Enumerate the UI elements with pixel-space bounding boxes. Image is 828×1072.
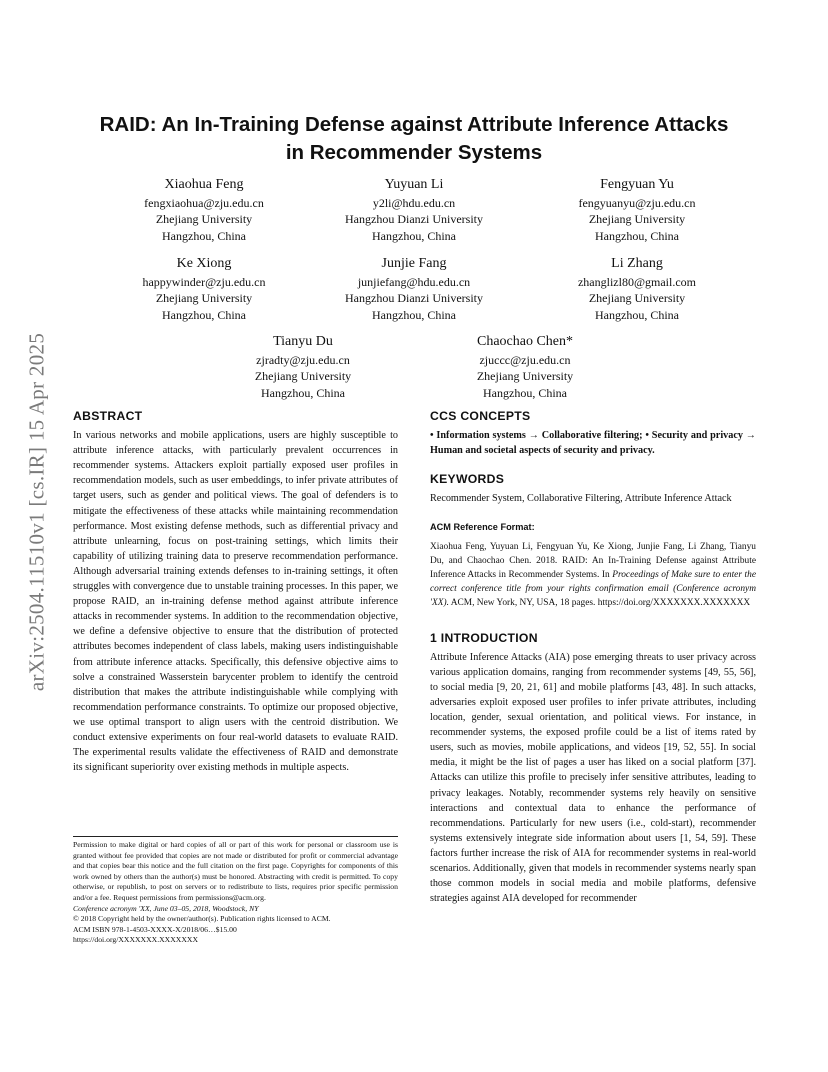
author-location: Hangzhou, China xyxy=(162,307,246,322)
author-email: zjuccc@zju.edu.cn xyxy=(479,353,571,367)
permission-footnote xyxy=(73,836,398,946)
author-email: junjiefang@hdu.edu.cn xyxy=(357,275,471,289)
isbn-line: ACM ISBN 978-1-4503-XXXX-X/2018/06…$15.00 xyxy=(73,924,237,934)
author-block xyxy=(89,255,319,323)
doi-line: https://doi.org/XXXXXXX.XXXXXXX xyxy=(73,935,198,945)
abstract-text: In various networks and mobile applications, users are highly susceptible to attribute inference attacks, with particularly prevalent occurrences in recommender systems. Attackers exploit partially exposed user profiles in recommendation models, such as user embeddings, to infer private attributes of target users, such as gender and political views. The goal of defenders is to mitigate the effectiveness of these attacks while maintaining recommendation performance. Most existing defense methods, such as differential privacy and attribute unlearning, focus on post-training settings, which limits their capability of utilizing training data to preserve recommendation performance. Although adversarial training extends defenses to in-training settings, it often struggles with convergence due to unstable training processes. In this paper, we propose RAID, an in-training defense method against attribute inference attacks in recommender systems. In addition to the recommendation objective, we define a defensive objective to ensure that the distribution of protected attributes becomes independent of class labels, making users indistinguishable from attribute inference attacks. Specifically, this defensive objective aims to solve a constrained Wasserstein barycenter problem to identify the centroid distribution that makes the attribute indistinguishable while complying with recommendation performance constraints. To optimize our proposed objective, we use optimal transport to align users with the centroid distribution. We conduct extensive experiments on four real-world datasets to evaluate RAID. The experimental results validate the effectiveness of RAID and demonstrate its significant superiority over existing methods in multiple aspects. xyxy=(73,430,398,774)
author-affiliation: Zhejiang University xyxy=(588,212,686,227)
author-affiliation: Zhejiang University xyxy=(155,212,253,227)
author-name: Yuyuan Li xyxy=(384,177,444,192)
copyright-line: © 2018 Copyright held by the owner/author(s). Publication rights licensed to ACM. xyxy=(73,914,331,924)
keywords-text: Recommender System, Collaborative Filtering, Attribute Inference Attack xyxy=(430,493,732,505)
conference-line: Conference acronym 'XX, June 03–05, 2018, Woodstock, NY xyxy=(73,903,259,913)
abstract-section xyxy=(73,409,398,775)
introduction-heading: 1 INTRODUCTION xyxy=(430,630,538,645)
author-location: Hangzhou, China xyxy=(595,307,679,322)
author-affiliation: Zhejiang University xyxy=(588,291,686,306)
author-email: zjradty@zju.edu.cn xyxy=(256,353,350,367)
author-block xyxy=(410,333,640,401)
author-email: y2li@hdu.edu.cn xyxy=(372,196,456,210)
author-email: fengxiaohua@zju.edu.cn xyxy=(144,196,264,210)
abstract-heading: ABSTRACT xyxy=(73,409,143,423)
author-block xyxy=(522,176,752,244)
footnote-rule xyxy=(73,836,398,837)
author-affiliation: Hangzhou Dianzi University xyxy=(345,212,483,227)
right-column xyxy=(430,409,756,906)
arxiv-identifier: arXiv:2504.11510v1 [cs.IR] 15 Apr 2025 xyxy=(24,332,49,692)
author-block xyxy=(89,176,319,244)
author-email: fengyuanyu@zju.edu.cn xyxy=(578,196,696,210)
author-name: Xiaohua Feng xyxy=(164,177,244,192)
acm-ref-authors: Xiaohua Feng, Yuyuan Li, Fengyuan Yu, Ke Xiong, Junjie Fang, Li Zhang, Tianyu Du, and Chaochao Chen. 2018. RAID: An In-Training Defense against Attribute Inference Attacks in Recommender Systems. In xyxy=(430,541,756,580)
author-affiliation: Hangzhou Dianzi University xyxy=(345,291,483,306)
title-line-2: in Recommender Systems xyxy=(285,141,543,164)
introduction-text: Attribute Inference Attacks (AIA) pose emerging threats to user privacy across various application domains, ranging from recommender systems [49, 55, 56], to social media [9, 20, 21, 61] and mobile platforms [43, 48]. In such attacks, adversaries exploit exposed user profiles to infer private attributes, including location, gender, sexual orientation, and political views. For instance, in recommender systems, the exposed profile could be a list of items rated by users, such as movies, mobile applications, and videos [19, 52, 55]. In social media, it might be the list of pages a user has liked on a social platform [37]. Attacks can utilize this profile to precisely infer sensitive attributes, leading to privacy leakages. Notably, recommender systems rely heavily on sensitive interactions and contextual data to enhance the performance of recommendations. Particularly for new users (i.e., cold-start), recommender systems extensively integrate side information about users [1, 54, 59]. These factors further increase the risk of AIA for recommender systems in real-world scenarios. Additionally, given that models in recommender systems nearly span those common models in social media and mobile platforms, defensive strategies against AIA developed for recommender xyxy=(430,651,756,905)
author-location: Hangzhou, China xyxy=(372,228,456,243)
permission-text: Permission to make digital or hard copies of all or part of this work for personal or classroom use is granted without fee provided that copies are not made or distributed for profit or commercial advantage and that copies bear this notice and the full citation on the first page. Copyrights for components of this work owned by others than the author(s) must be honored. Abstracting with credit is permitted. To copy otherwise, or republish, to post on servers or to redistribute to lists, requires prior specific permission and/or a fee. Request permissions from permissions@acm.org. xyxy=(73,840,398,902)
keywords-heading: KEYWORDS xyxy=(430,472,505,487)
author-affiliation: Zhejiang University xyxy=(476,369,574,384)
author-name: Tianyu Du xyxy=(273,334,333,349)
author-name: Li Zhang xyxy=(611,256,663,271)
author-block xyxy=(299,176,529,244)
author-location: Hangzhou, China xyxy=(595,228,679,243)
author-location: Hangzhou, China xyxy=(162,228,246,243)
author-name: Junjie Fang xyxy=(381,256,447,271)
author-block xyxy=(522,255,752,323)
paper-title xyxy=(60,111,768,167)
acm-ref-publisher: ACM, New York, NY, USA, 18 pages. https://doi.org/XXXXXXX.XXXXXXX xyxy=(448,598,751,609)
author-name: Fengyuan Yu xyxy=(600,177,674,192)
author-email: zhanglizl80@gmail.com xyxy=(577,275,697,289)
author-affiliation: Zhejiang University xyxy=(155,291,253,306)
author-email: happywinder@zju.edu.cn xyxy=(142,275,266,289)
author-block xyxy=(299,255,529,323)
author-location: Hangzhou, China xyxy=(372,307,456,322)
author-name: Chaochao Chen* xyxy=(476,334,574,349)
ccs-heading: CCS CONCEPTS xyxy=(430,409,531,423)
author-affiliation: Zhejiang University xyxy=(254,369,352,384)
author-block xyxy=(188,333,418,401)
acm-ref-heading: ACM Reference Format: xyxy=(430,522,535,533)
title-line-1: RAID: An In-Training Defense against Attribute Inference Attacks xyxy=(99,113,729,136)
author-name: Ke Xiong xyxy=(176,256,232,271)
ccs-text: • Information systems → Collaborative filtering; • Security and privacy → Human and societal aspects of security and privacy. xyxy=(430,430,756,457)
author-location: Hangzhou, China xyxy=(261,385,345,400)
author-location: Hangzhou, China xyxy=(483,385,567,400)
acm-ref-venue: Proceedings of Make sure to enter the correct conference title from your rights confirmation email (Conference acronym 'XX). xyxy=(430,569,756,609)
acm-ref-text xyxy=(430,540,756,611)
